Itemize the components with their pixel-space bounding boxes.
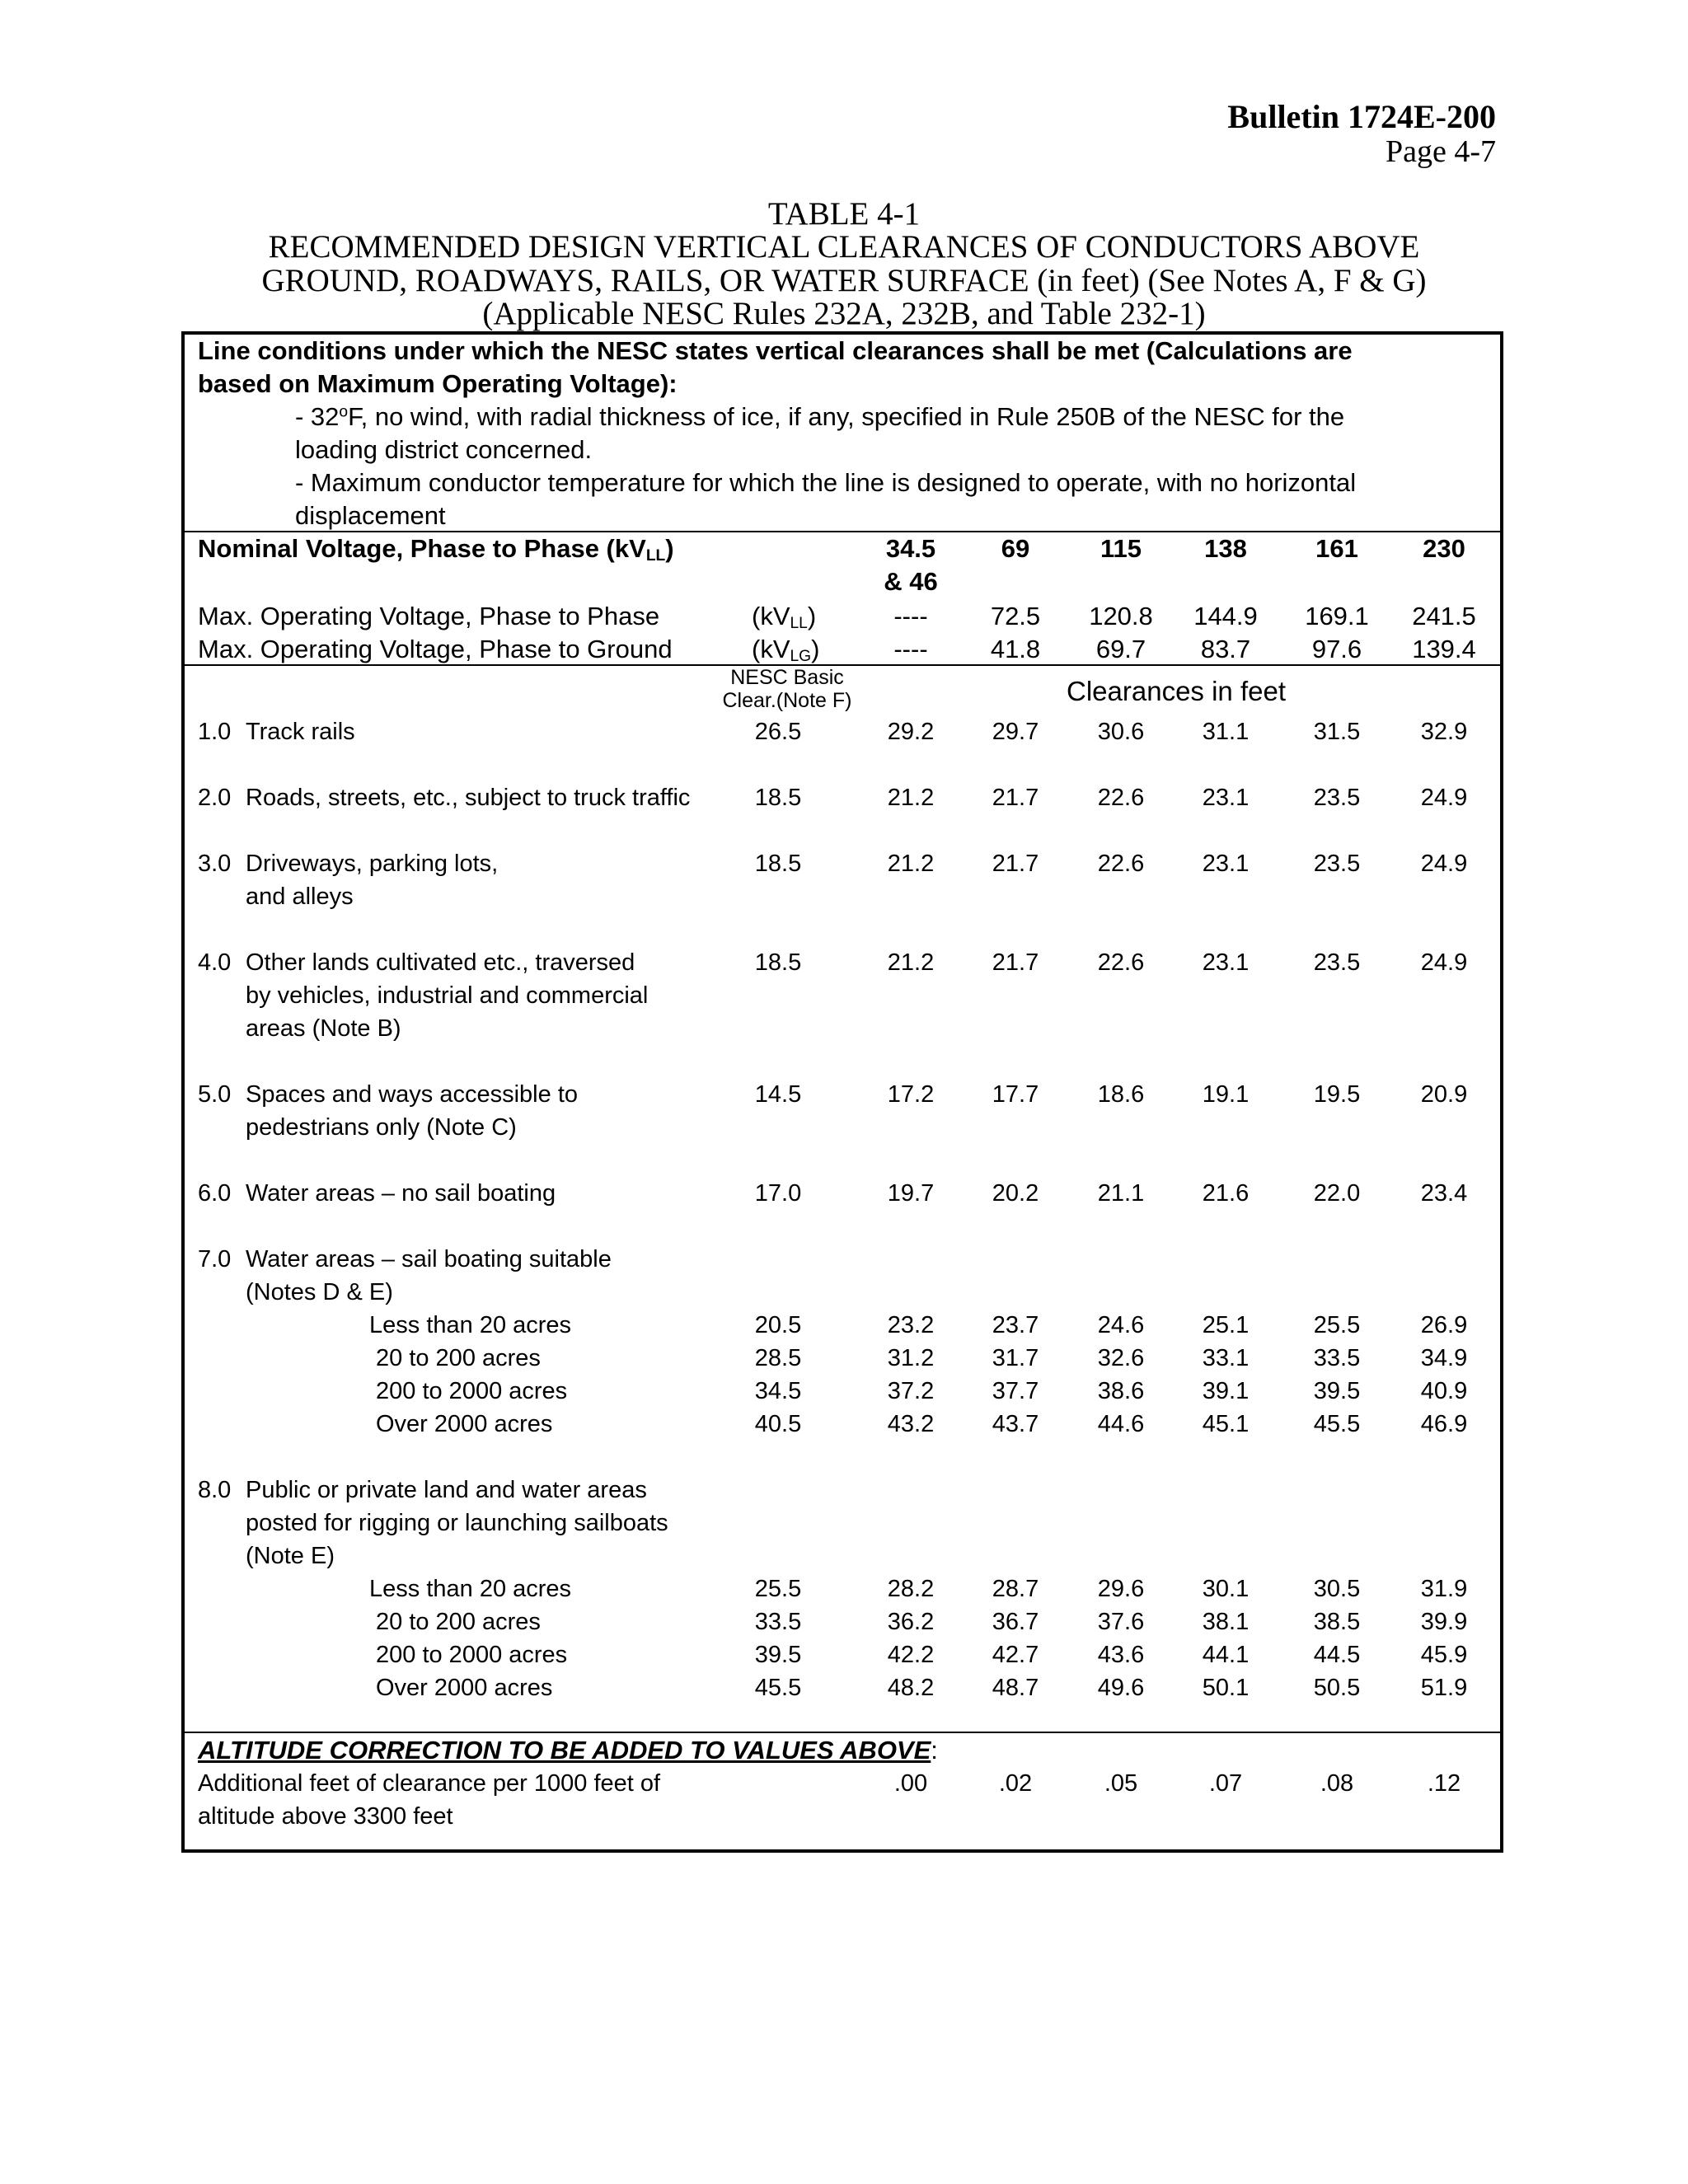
clearance-value: 23.4 [1420, 1180, 1468, 1207]
altitude-value: .05 [1104, 1770, 1138, 1797]
acreage-label: 20 to 200 acres [376, 1609, 541, 1635]
clearance-value: 23.5 [1313, 785, 1361, 811]
max-voltage-lg-value: 69.7 [1095, 635, 1146, 663]
table-title-line-2: RECOMMENDED DESIGN VERTICAL CLEARANCES OF CONDUCTORS ABOVE [268, 229, 1420, 265]
clearance-value: 30.6 [1097, 719, 1145, 745]
clearance-value: 19.5 [1313, 1081, 1361, 1108]
clearance-value: 31.9 [1420, 1576, 1468, 1602]
clearance-value: 50.5 [1313, 1675, 1361, 1701]
row-number: 7.0 [198, 1246, 232, 1272]
clearance-value: 23.1 [1202, 949, 1250, 976]
clearance-value: 50.1 [1202, 1675, 1250, 1701]
degree-symbol: o [339, 403, 349, 421]
clearance-value: 21.2 [887, 785, 935, 811]
max-voltage-ll-value: ---- [893, 602, 928, 630]
altitude-heading: ALTITUDE CORRECTION TO BE ADDED TO VALUES ABOVE: [198, 1736, 938, 1765]
nominal-voltage-34-5-extra: & 46 [884, 567, 938, 596]
acreage-label: 20 to 200 acres [376, 1345, 541, 1371]
max-voltage-lg-value: 139.4 [1412, 635, 1476, 663]
clearance-value: 51.9 [1420, 1675, 1468, 1701]
divider-conditions [183, 531, 1502, 532]
clearance-value: 20.9 [1420, 1081, 1468, 1108]
clearance-value: 24.6 [1097, 1312, 1145, 1338]
acreage-label: 200 to 2000 acres [376, 1378, 568, 1404]
nesc-basic-header: NESC Basic Clear.(Note F) [722, 666, 852, 712]
row-description: Roads, streets, etc., subject to truck traffic [246, 785, 691, 811]
row-description: (Note E) [246, 1543, 335, 1569]
acreage-label: Less than 20 acres [369, 1576, 572, 1602]
nominal-voltage-69: 69 [1001, 534, 1030, 563]
altitude-description-line-2: altitude above 3300 feet [198, 1803, 453, 1830]
clearance-value: 42.2 [887, 1642, 935, 1668]
row-number: 1.0 [198, 719, 232, 745]
clearance-value: 21.1 [1097, 1180, 1145, 1207]
clearance-value: 19.1 [1202, 1081, 1250, 1108]
clearance-value: 34.5 [754, 1378, 802, 1404]
clearance-value: 23.1 [1202, 851, 1250, 877]
clearance-value: 36.2 [887, 1609, 935, 1635]
clearance-value: 31.2 [887, 1345, 935, 1371]
clearance-value: 39.5 [1313, 1378, 1361, 1404]
clearance-value: 33.1 [1202, 1345, 1250, 1371]
clearance-value: 17.0 [754, 1180, 802, 1207]
clearance-value: 44.5 [1313, 1642, 1361, 1668]
clearance-value: 31.5 [1313, 719, 1361, 745]
max-voltage-lg-value: 41.8 [990, 635, 1041, 663]
clearance-value: 38.5 [1313, 1609, 1361, 1635]
clearance-value: 39.1 [1202, 1378, 1250, 1404]
table-title-line-3: GROUND, ROADWAYS, RAILS, OR WATER SURFACE (in feet) (See Notes A, F & G) [261, 263, 1427, 298]
clearance-value: 28.5 [754, 1345, 802, 1371]
clearance-value: 29.6 [1097, 1576, 1145, 1602]
clearance-value: 25.1 [1202, 1312, 1250, 1338]
clearance-value: 36.7 [992, 1609, 1039, 1635]
altitude-value: .00 [893, 1770, 928, 1797]
clearance-value: 21.2 [887, 851, 935, 877]
clearance-value: 45.5 [754, 1675, 802, 1701]
clearance-value: 33.5 [754, 1609, 802, 1635]
bulletin-number: Bulletin 1724E-200 [1227, 98, 1496, 135]
clearance-value: 30.1 [1202, 1576, 1250, 1602]
divider-altitude [183, 1732, 1502, 1733]
clearance-value: 22.0 [1313, 1180, 1361, 1207]
condition-temperature-line-2: displacement [295, 501, 446, 530]
clearance-value: 30.5 [1313, 1576, 1361, 1602]
max-voltage-lg-value: ---- [893, 635, 928, 663]
row-number: 4.0 [198, 949, 232, 976]
clearance-value: 23.5 [1313, 949, 1361, 976]
clearance-value: 45.1 [1202, 1411, 1250, 1437]
clearance-value: 21.2 [887, 949, 935, 976]
altitude-value: .08 [1320, 1770, 1354, 1797]
clearance-value: 46.9 [1420, 1411, 1468, 1437]
nominal-voltage-label: Nominal Voltage, Phase to Phase $(kV_{LL})$ [198, 534, 674, 565]
row-description: Spaces and ways accessible to [246, 1081, 578, 1108]
row-description: Driveways, parking lots, [246, 851, 499, 877]
clearance-value: 43.6 [1097, 1642, 1145, 1668]
clearance-value: 14.5 [754, 1081, 802, 1108]
clearance-value: 17.2 [887, 1081, 935, 1108]
row-description: Other lands cultivated etc., traversed [246, 949, 635, 976]
clearance-value: 17.7 [992, 1081, 1039, 1108]
row-number: 8.0 [198, 1477, 232, 1503]
clearance-value: 33.5 [1313, 1345, 1361, 1371]
clearance-value: 37.7 [992, 1378, 1039, 1404]
acreage-label: Over 2000 acres [376, 1411, 553, 1437]
nominal-voltage-34-5: 34.5 [885, 534, 936, 563]
altitude-value: .07 [1208, 1770, 1243, 1797]
clearance-value: 32.9 [1420, 719, 1468, 745]
nominal-voltage-230: 230 [1423, 534, 1465, 563]
clearance-value: 23.5 [1313, 851, 1361, 877]
clearance-value: 37.2 [887, 1378, 935, 1404]
clearance-value: 28.2 [887, 1576, 935, 1602]
clearance-value: 43.2 [887, 1411, 935, 1437]
clearance-value: 39.5 [754, 1642, 802, 1668]
nominal-voltage-115: 115 [1100, 534, 1142, 563]
clearance-value: 22.6 [1097, 785, 1145, 811]
conditions-heading: Line conditions under which the NESC states vertical clearances shall be met (Calculations are [198, 336, 1353, 365]
nominal-voltage-161: 161 [1315, 534, 1358, 563]
clearance-value: 25.5 [1313, 1312, 1361, 1338]
row-description: Water areas – no sail boating [246, 1180, 556, 1207]
clearance-value: 20.5 [754, 1312, 802, 1338]
altitude-value: .02 [998, 1770, 1033, 1797]
clearance-value: 24.9 [1420, 785, 1468, 811]
clearance-value: 26.5 [754, 719, 802, 745]
row-description: Public or private land and water areas [246, 1477, 647, 1503]
clearance-value: 20.2 [992, 1180, 1039, 1207]
row-description: and alleys [246, 883, 354, 910]
clearance-value: 45.9 [1420, 1642, 1468, 1668]
row-description: (Notes D & E) [246, 1279, 393, 1305]
condition-temperature: - Maximum conductor temperature for which the line is designed to operate, with no horizontal [295, 468, 1357, 497]
clearance-value: 29.7 [992, 719, 1039, 745]
clearance-value: 45.5 [1313, 1411, 1361, 1437]
clearance-value: 48.2 [887, 1675, 935, 1701]
conditions-heading-line-2: based on Maximum Operating Voltage): [198, 369, 678, 398]
nominal-voltage-138: 138 [1204, 534, 1247, 563]
row-description: posted for rigging or launching sailboats [246, 1510, 668, 1536]
max-voltage-lg-value: 83.7 [1200, 635, 1251, 663]
clearance-value: 18.6 [1097, 1081, 1145, 1108]
clearance-value: 48.7 [992, 1675, 1039, 1701]
acreage-label: Less than 20 acres [369, 1312, 572, 1338]
table-subtitle: (Applicable NESC Rules 232A, 232B, and Table 232-1) [482, 296, 1206, 331]
clearance-value: 39.9 [1420, 1609, 1468, 1635]
clearance-value: 24.9 [1420, 949, 1468, 976]
max-voltage-ll-label: Max. Operating Voltage, Phase to Phase [198, 602, 660, 630]
clearance-value: 31.7 [992, 1345, 1039, 1371]
clearance-value: 40.9 [1420, 1378, 1468, 1404]
clearance-value: 18.5 [754, 949, 802, 976]
clearance-value: 26.9 [1420, 1312, 1468, 1338]
row-number: 5.0 [198, 1081, 232, 1108]
clearance-value: 23.1 [1202, 785, 1250, 811]
max-voltage-lg-label: Max. Operating Voltage, Phase to Ground [198, 635, 673, 663]
clearance-value: 18.5 [754, 851, 802, 877]
clearance-value: 21.7 [992, 785, 1039, 811]
clearance-value: 21.6 [1202, 1180, 1250, 1207]
clearance-value: 44.6 [1097, 1411, 1145, 1437]
clearance-value: 38.6 [1097, 1378, 1145, 1404]
max-voltage-ll-unit: $(kV_{LL})$ [752, 602, 817, 633]
clearance-value: 21.7 [992, 949, 1039, 976]
clearance-value: 49.6 [1097, 1675, 1145, 1701]
clearances-header: Clearances in feet [1067, 676, 1286, 706]
condition-ice: - 32$^o$F, no wind, with radial thickness of ice, if any, specified in Rule 250B of the NESC for the [295, 402, 1345, 431]
clearance-value: 37.6 [1097, 1609, 1145, 1635]
row-description: Track rails [246, 719, 355, 745]
clearance-value: 21.7 [992, 851, 1039, 877]
row-description: by vehicles, industrial and commercial [246, 982, 649, 1009]
max-voltage-ll-value: 72.5 [990, 602, 1041, 630]
row-description: Water areas – sail boating suitable [246, 1246, 612, 1272]
clearance-value: 24.9 [1420, 851, 1468, 877]
clearance-value: 44.1 [1202, 1642, 1250, 1668]
altitude-description: Additional feet of clearance per 1000 feet of [198, 1770, 661, 1797]
row-number: 3.0 [198, 851, 232, 877]
clearance-value: 29.2 [887, 719, 935, 745]
row-number: 2.0 [198, 785, 232, 811]
clearance-value: 22.6 [1097, 949, 1145, 976]
condition-ice-line-2: loading district concerned. [295, 435, 593, 464]
clearance-value: 38.1 [1202, 1609, 1250, 1635]
row-description: pedestrians only (Note C) [246, 1114, 517, 1141]
max-voltage-ll-value: 144.9 [1193, 602, 1258, 630]
clearance-value: 23.2 [887, 1312, 935, 1338]
max-voltage-lg-value: 97.6 [1311, 635, 1362, 663]
clearance-value: 31.1 [1202, 719, 1250, 745]
clearance-value: 32.6 [1097, 1345, 1145, 1371]
row-description: areas (Note B) [246, 1015, 401, 1042]
clearance-value: 43.7 [992, 1411, 1039, 1437]
row-number: 6.0 [198, 1180, 232, 1207]
table-title: TABLE 4-1 [767, 196, 921, 232]
altitude-value: .12 [1427, 1770, 1461, 1797]
clearance-value: 25.5 [754, 1576, 802, 1602]
clearance-value: 34.9 [1420, 1345, 1468, 1371]
clearance-value: 42.7 [992, 1642, 1039, 1668]
clearance-value: 18.5 [754, 785, 802, 811]
max-voltage-ll-value: 169.1 [1305, 602, 1369, 630]
max-voltage-lg-unit: $(kV_{LG})$ [752, 635, 820, 666]
max-voltage-ll-value: 241.5 [1412, 602, 1476, 630]
acreage-label: 200 to 2000 acres [376, 1642, 568, 1668]
page-number: Page 4-7 [1385, 134, 1496, 169]
clearance-value: 22.6 [1097, 851, 1145, 877]
clearance-value: 40.5 [754, 1411, 802, 1437]
clearance-value: 23.7 [992, 1312, 1039, 1338]
acreage-label: Over 2000 acres [376, 1675, 553, 1701]
clearance-value: 19.7 [887, 1180, 935, 1207]
clearance-value: 28.7 [992, 1576, 1039, 1602]
max-voltage-ll-value: 120.8 [1089, 602, 1153, 630]
